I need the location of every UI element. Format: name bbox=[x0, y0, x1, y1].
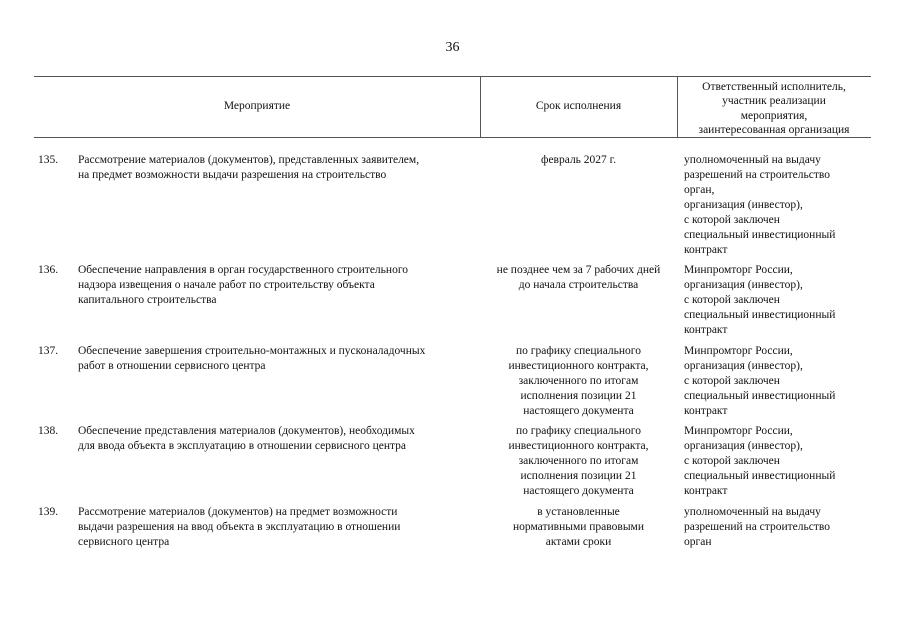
event-line: выдачи разрешения на ввод объекта в эксплуатацию в отношении bbox=[78, 521, 401, 533]
event-line: сервисного центра bbox=[78, 536, 170, 548]
row-event bbox=[78, 153, 478, 183]
event-line: Рассмотрение материалов (документов), представленных заявителем, bbox=[78, 154, 420, 166]
responsible-line: разрешений на строительство bbox=[684, 521, 830, 533]
deadline-line: настоящего документа bbox=[523, 485, 634, 497]
header-responsible-line: мероприятия, bbox=[740, 109, 808, 122]
deadline-line: заключенного по итогам bbox=[518, 375, 639, 387]
responsible-line: с которой заключен bbox=[684, 455, 780, 467]
deadline-line: заключенного по итогам bbox=[518, 455, 639, 467]
event-line: на предмет возможности выдачи разрешения на строительство bbox=[78, 169, 387, 181]
row-responsible bbox=[684, 424, 874, 499]
deadline-line: инвестиционного контракта, bbox=[508, 440, 649, 452]
row-number: 136. bbox=[38, 264, 59, 276]
event-line: работ в отношении сервисного центра bbox=[78, 360, 266, 372]
row-deadline bbox=[480, 505, 677, 550]
responsible-line: с которой заключен bbox=[684, 214, 780, 226]
deadline-line: инвестиционного контракта, bbox=[508, 360, 649, 372]
row-number: 135. bbox=[38, 154, 59, 166]
responsible-line: специальный инвестиционный bbox=[684, 470, 836, 482]
responsible-line: специальный инвестиционный bbox=[684, 390, 836, 402]
deadline-line: по графику специального bbox=[516, 345, 641, 357]
responsible-line: орган, bbox=[684, 184, 715, 196]
responsible-line: Минпромторг России, bbox=[684, 425, 793, 437]
responsible-line: орган bbox=[684, 536, 712, 548]
deadline-line: в установленные bbox=[537, 506, 620, 518]
row-deadline bbox=[480, 263, 677, 293]
row-number: 139. bbox=[38, 506, 59, 518]
event-line: Рассмотрение материалов (документов) на предмет возможности bbox=[78, 506, 398, 518]
row-responsible bbox=[684, 505, 874, 550]
event-line: Обеспечение направления в орган государственного строительного bbox=[78, 264, 408, 276]
responsible-line: разрешений на строительство bbox=[684, 169, 830, 181]
event-line: Обеспечение завершения строительно-монтажных и пусконаладочных bbox=[78, 345, 426, 357]
responsible-line: контракт bbox=[684, 405, 728, 417]
deadline-line: настоящего документа bbox=[523, 405, 634, 417]
responsible-line: с которой заключен bbox=[684, 294, 780, 306]
responsible-line: организация (инвестор), bbox=[684, 279, 803, 291]
deadline-line: не позднее чем за 7 рабочих дней bbox=[496, 264, 661, 276]
header-event: Мероприятие bbox=[223, 100, 291, 113]
responsible-line: контракт bbox=[684, 244, 728, 256]
header-responsible-line: Ответственный исполнитель, bbox=[702, 80, 846, 93]
responsible-line: с которой заключен bbox=[684, 375, 780, 387]
deadline-line: до начала строительства bbox=[518, 279, 639, 291]
row-responsible bbox=[684, 344, 874, 419]
event-line: Обеспечение представления материалов (документов), необходимых bbox=[78, 425, 415, 437]
responsible-line: организация (инвестор), bbox=[684, 199, 803, 211]
row-event bbox=[78, 505, 478, 550]
event-line: для ввода объекта в эксплуатацию в отношении сервисного центра bbox=[78, 440, 407, 452]
page-number: 36 bbox=[445, 40, 460, 55]
event-line: капитального строительства bbox=[78, 294, 217, 306]
responsible-line: уполномоченный на выдачу bbox=[684, 506, 821, 518]
deadline-line: актами сроки bbox=[545, 536, 612, 548]
header-responsible bbox=[677, 76, 871, 137]
responsible-line: уполномоченный на выдачу bbox=[684, 154, 821, 166]
responsible-line: контракт bbox=[684, 324, 728, 336]
row-number: 138. bbox=[38, 425, 59, 437]
row-event bbox=[78, 424, 478, 454]
responsible-line: контракт bbox=[684, 485, 728, 497]
header-responsible-line: заинтересованная организация bbox=[698, 124, 850, 136]
deadline-line: исполнения позиции 21 bbox=[520, 470, 637, 482]
responsible-line: Минпромторг России, bbox=[684, 345, 793, 357]
deadline-line: февраль 2027 г. bbox=[541, 154, 616, 166]
responsible-line: организация (инвестор), bbox=[684, 360, 803, 372]
header-deadline: Срок исполнения bbox=[535, 100, 622, 113]
deadline-line: исполнения позиции 21 bbox=[520, 390, 637, 402]
responsible-line: Минпромторг России, bbox=[684, 264, 793, 276]
row-deadline bbox=[480, 153, 677, 168]
row-number: 137. bbox=[38, 345, 59, 357]
header-responsible-line: участник реализации bbox=[722, 95, 826, 107]
row-event bbox=[78, 344, 478, 374]
row-deadline bbox=[480, 344, 677, 419]
responsible-line: специальный инвестиционный bbox=[684, 309, 836, 321]
row-event bbox=[78, 263, 478, 308]
event-line: надзора извещения о начале работ по строительству объекта bbox=[78, 279, 375, 291]
row-deadline bbox=[480, 424, 677, 499]
deadline-line: по графику специального bbox=[516, 425, 641, 437]
responsible-line: организация (инвестор), bbox=[684, 440, 803, 452]
deadline-line: нормативными правовыми bbox=[513, 521, 644, 533]
row-responsible bbox=[684, 263, 874, 338]
row-responsible bbox=[684, 153, 874, 258]
responsible-line: специальный инвестиционный bbox=[684, 229, 836, 241]
